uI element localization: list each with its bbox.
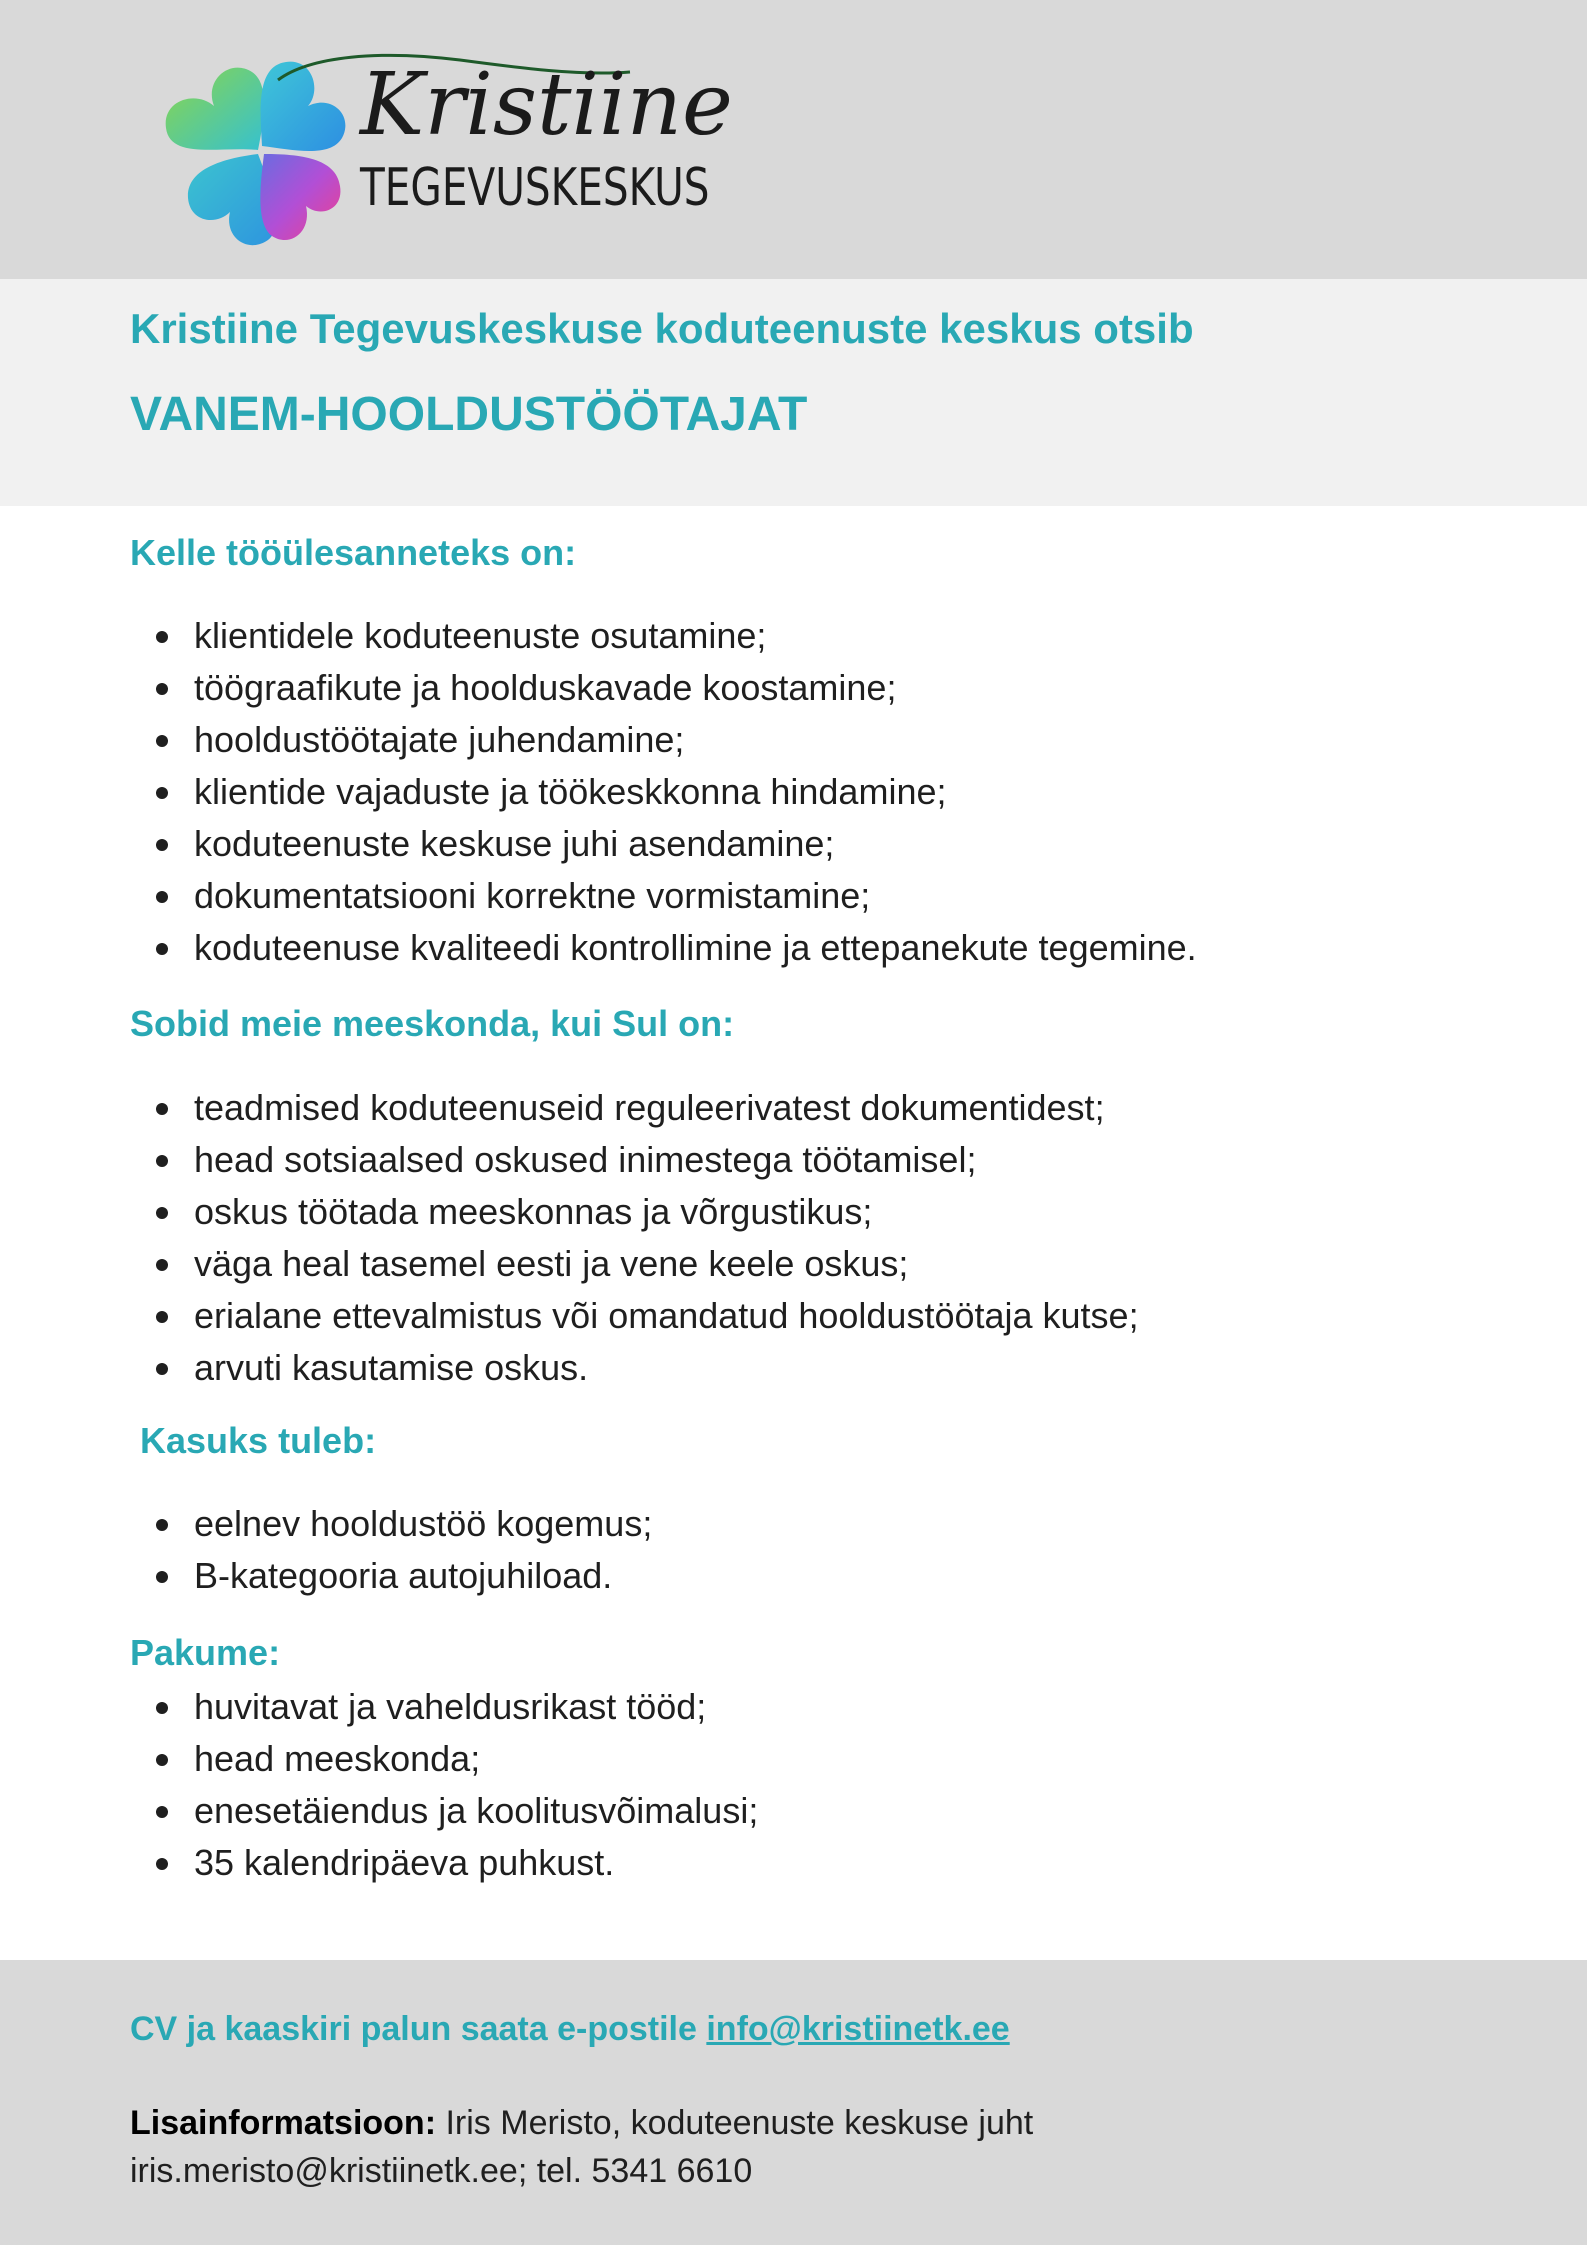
bullet-icon [156,1155,168,1167]
cv-instruction [130,2010,1010,2049]
requirements-list [130,1082,1139,1394]
header-band [0,0,1587,279]
section-heading-offer: Pakume: [130,1632,281,1673]
list-item: klientidele koduteenuste osutamine; [130,610,1197,662]
section-heading-advantage: Kasuks tuleb: [140,1420,377,1461]
logo [160,50,733,250]
list-item: väga heal tasemel eesti ja vene keele oskus; [130,1238,1139,1290]
list-item: teadmised koduteenuseid reguleerivatest dokumentidest; [130,1082,1139,1134]
section-heading-duties: Kelle tööülesanneteks on: [130,532,577,573]
bullet-icon [156,683,168,695]
list-item: huvitavat ja vaheldusrikast tööd; [130,1681,758,1733]
bullet-icon [156,1806,168,1818]
info-text: Iris Meristo, koduteenuste keskuse juht [436,2104,1034,2142]
bullet-icon [156,1519,168,1531]
offer-list [130,1681,758,1889]
bullet-icon [156,839,168,851]
bullet-icon [156,1571,168,1583]
list-item: enesetäiendus ja koolitusvõimalusi; [130,1785,758,1837]
list-item: koduteenuse kvaliteedi kontrollimine ja ettepanekute tegemine. [130,922,1197,974]
bullet-icon [156,1311,168,1323]
list-item: 35 kalendripäeva puhkust. [130,1837,758,1889]
list-item: head meeskonda; [130,1733,758,1785]
list-item: eelnev hooldustöö kogemus; [130,1498,652,1550]
logo-caps-text: TEGEVUSKESKUS [360,158,710,218]
bullet-icon [156,1702,168,1714]
list-item: klientide vajaduste ja töökeskkonna hindamine; [130,766,1197,818]
bullet-icon [156,1754,168,1766]
bullet-icon [156,1103,168,1115]
advantage-list [130,1498,652,1602]
additional-info [130,2104,1033,2143]
list-item: arvuti kasutamise oskus. [130,1342,1139,1394]
list-item: hooldustöötajate juhendamine; [130,714,1197,766]
contact-details: iris.meristo@kristiinetk.ee; tel. 5341 6610 [130,2152,753,2190]
footer-band [0,1960,1587,2245]
bullet-icon [156,1858,168,1870]
bullet-icon [156,787,168,799]
list-item: B-kategooria autojuhiload. [130,1550,652,1602]
email-link[interactable]: info@kristiinetk.ee [706,2010,1010,2048]
list-item: dokumentatsiooni korrektne vormistamine; [130,870,1197,922]
bullet-icon [156,1259,168,1271]
list-item: erialane ettevalmistus või omandatud hooldustöötaja kutse; [130,1290,1139,1342]
list-item: head sotsiaalsed oskused inimestega töötamisel; [130,1134,1139,1186]
section-heading-requirements: Sobid meie meeskonda, kui Sul on: [130,1003,735,1044]
logo-script-text: Kristiine [360,55,733,155]
job-title: VANEM-HOOLDUSTÖÖTAJAT [130,388,808,441]
bullet-icon [156,1207,168,1219]
bullet-icon [156,943,168,955]
bullet-icon [156,1363,168,1375]
bullet-icon [156,891,168,903]
bullet-icon [156,631,168,643]
list-item: oskus töötada meeskonnas ja võrgustikus; [130,1186,1139,1238]
info-label: Lisainformatsioon: [130,2104,437,2142]
list-item: koduteenuste keskuse juhi asendamine; [130,818,1197,870]
list-item: töögraafikute ja hoolduskavade koostamine; [130,662,1197,714]
bullet-icon [156,735,168,747]
duties-list [130,610,1197,974]
job-intro: Kristiine Tegevuskeskuse koduteenuste keskus otsib [130,305,1194,352]
cv-text: CV ja kaaskiri palun saata e-postile [130,2010,707,2048]
